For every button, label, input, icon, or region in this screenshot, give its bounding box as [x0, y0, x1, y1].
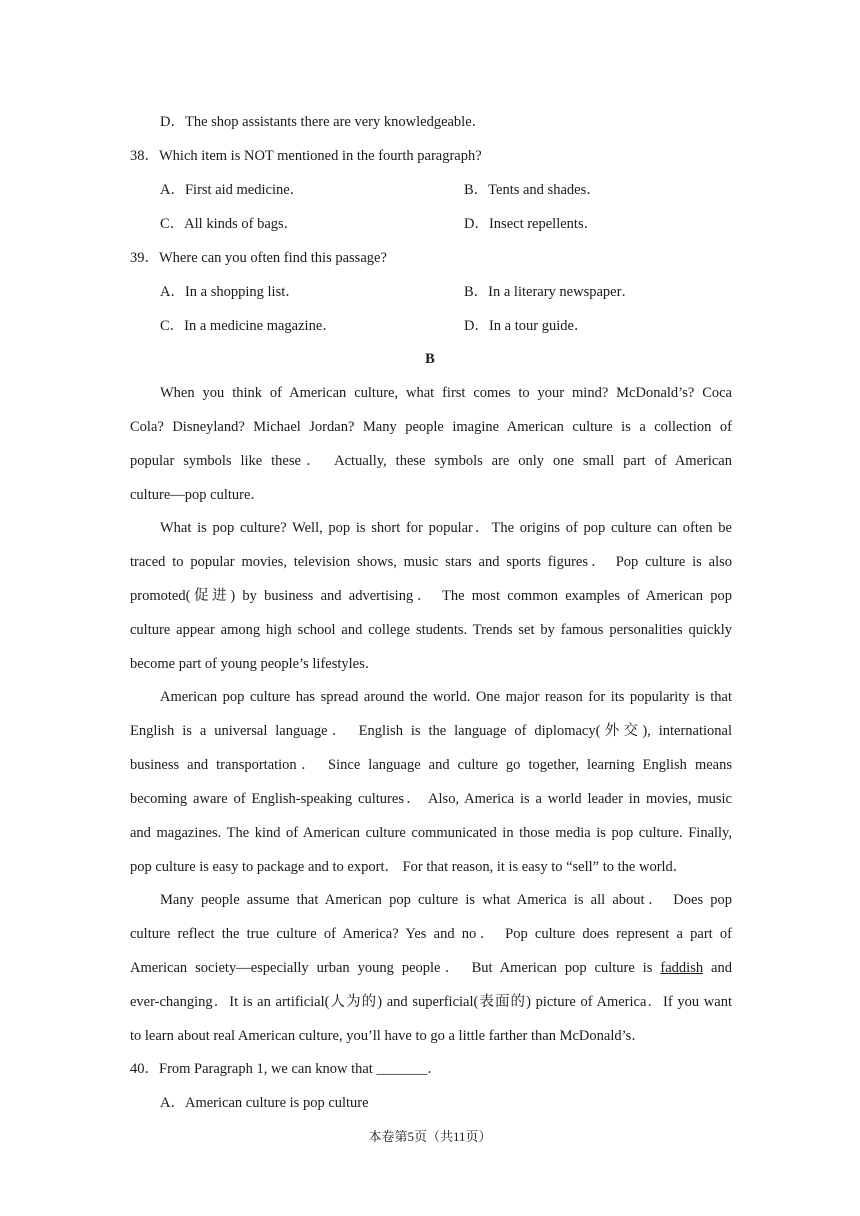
passage-line: traced to popular movies, television shows, music stars and sports figures． Pop culture is also	[130, 554, 732, 570]
passage-line: English is a universal language． English is the language of diplomacy(外交), international	[130, 723, 732, 739]
passage-line: culture appear among high school and college students. Trends set by famous personalities quickly	[130, 622, 732, 638]
passage-line: What is pop culture? Well, pop is short for popular．The origins of pop culture can often be	[160, 520, 732, 536]
q39-option-b: B．In a literary newspaper．	[464, 284, 636, 300]
q38-option-a: A．First aid medicine．	[160, 182, 305, 198]
q38-option-c: C．All kinds of bags．	[160, 216, 299, 232]
passage-line: Many people assume that American pop culture is what America is all about． Does pop	[160, 892, 732, 908]
q39-stem: 39．Where can you often find this passage?	[130, 250, 387, 266]
passage-line	[130, 958, 732, 978]
passage-line: becoming aware of English-speaking cultures． Also, America is a world leader in movies, music	[130, 791, 732, 807]
q40-option-a: A．American culture is pop culture	[160, 1095, 369, 1111]
underlined-word: faddish	[660, 960, 704, 976]
passage-text: and	[703, 960, 732, 976]
passage-line: pop culture is easy to package and to export． For that reason, it is easy to “sell” to the world．	[130, 859, 688, 875]
q40-stem: 40．From Paragraph 1, we can know that _______．	[130, 1061, 442, 1077]
q38-stem: 38．Which item is NOT mentioned in the fourth paragraph?	[130, 148, 482, 164]
page-footer: 本卷第5页（共11页）	[368, 1129, 492, 1144]
passage-line: ever-changing．It is an artificial(人为的) and superficial(表面的) picture of America．If you want	[130, 994, 732, 1010]
passage-line: promoted(促进) by business and advertising． The most common examples of American pop	[130, 588, 732, 604]
passage-line: popular symbols like these． Actually, these symbols are only one small part of American	[130, 453, 732, 469]
passage-line: business and transportation． Since language and culture go together, learning English means	[130, 757, 732, 773]
q39-option-a: A．In a shopping list．	[160, 284, 300, 300]
passage-text: American society—especially urban young people． But American pop culture is	[130, 960, 661, 976]
q39-option-c: C．In a medicine magazine．	[160, 318, 337, 334]
section-heading: B	[425, 351, 435, 367]
passage-line: become part of young people’s lifestyles．	[130, 656, 380, 672]
q38-option-d: D．Insect repellents．	[464, 216, 599, 232]
passage-line: When you think of American culture, what first comes to your mind? McDonald’s? Coca	[160, 385, 732, 401]
passage-line: Cola? Disneyland? Michael Jordan? Many people imagine American culture is a collection of	[130, 419, 732, 435]
q38-option-b: B．Tents and shades．	[464, 182, 601, 198]
passage-line: and magazines. The kind of American culture communicated in those media is pop culture. Finally,	[130, 825, 732, 841]
passage-line: culture—pop culture．	[130, 487, 265, 503]
passage-line: culture reflect the true culture of America? Yes and no． Pop culture does represent a part of	[130, 926, 732, 942]
q39-option-d: D．In a tour guide．	[464, 318, 589, 334]
passage-line: to learn about real American culture, you’ll have to go a little farther than McDonald’s．	[130, 1028, 646, 1044]
passage-line: American pop culture has spread around the world. One major reason for its popularity is that	[160, 689, 732, 705]
q37-option-d: D．The shop assistants there are very knowledgeable．	[160, 114, 487, 130]
